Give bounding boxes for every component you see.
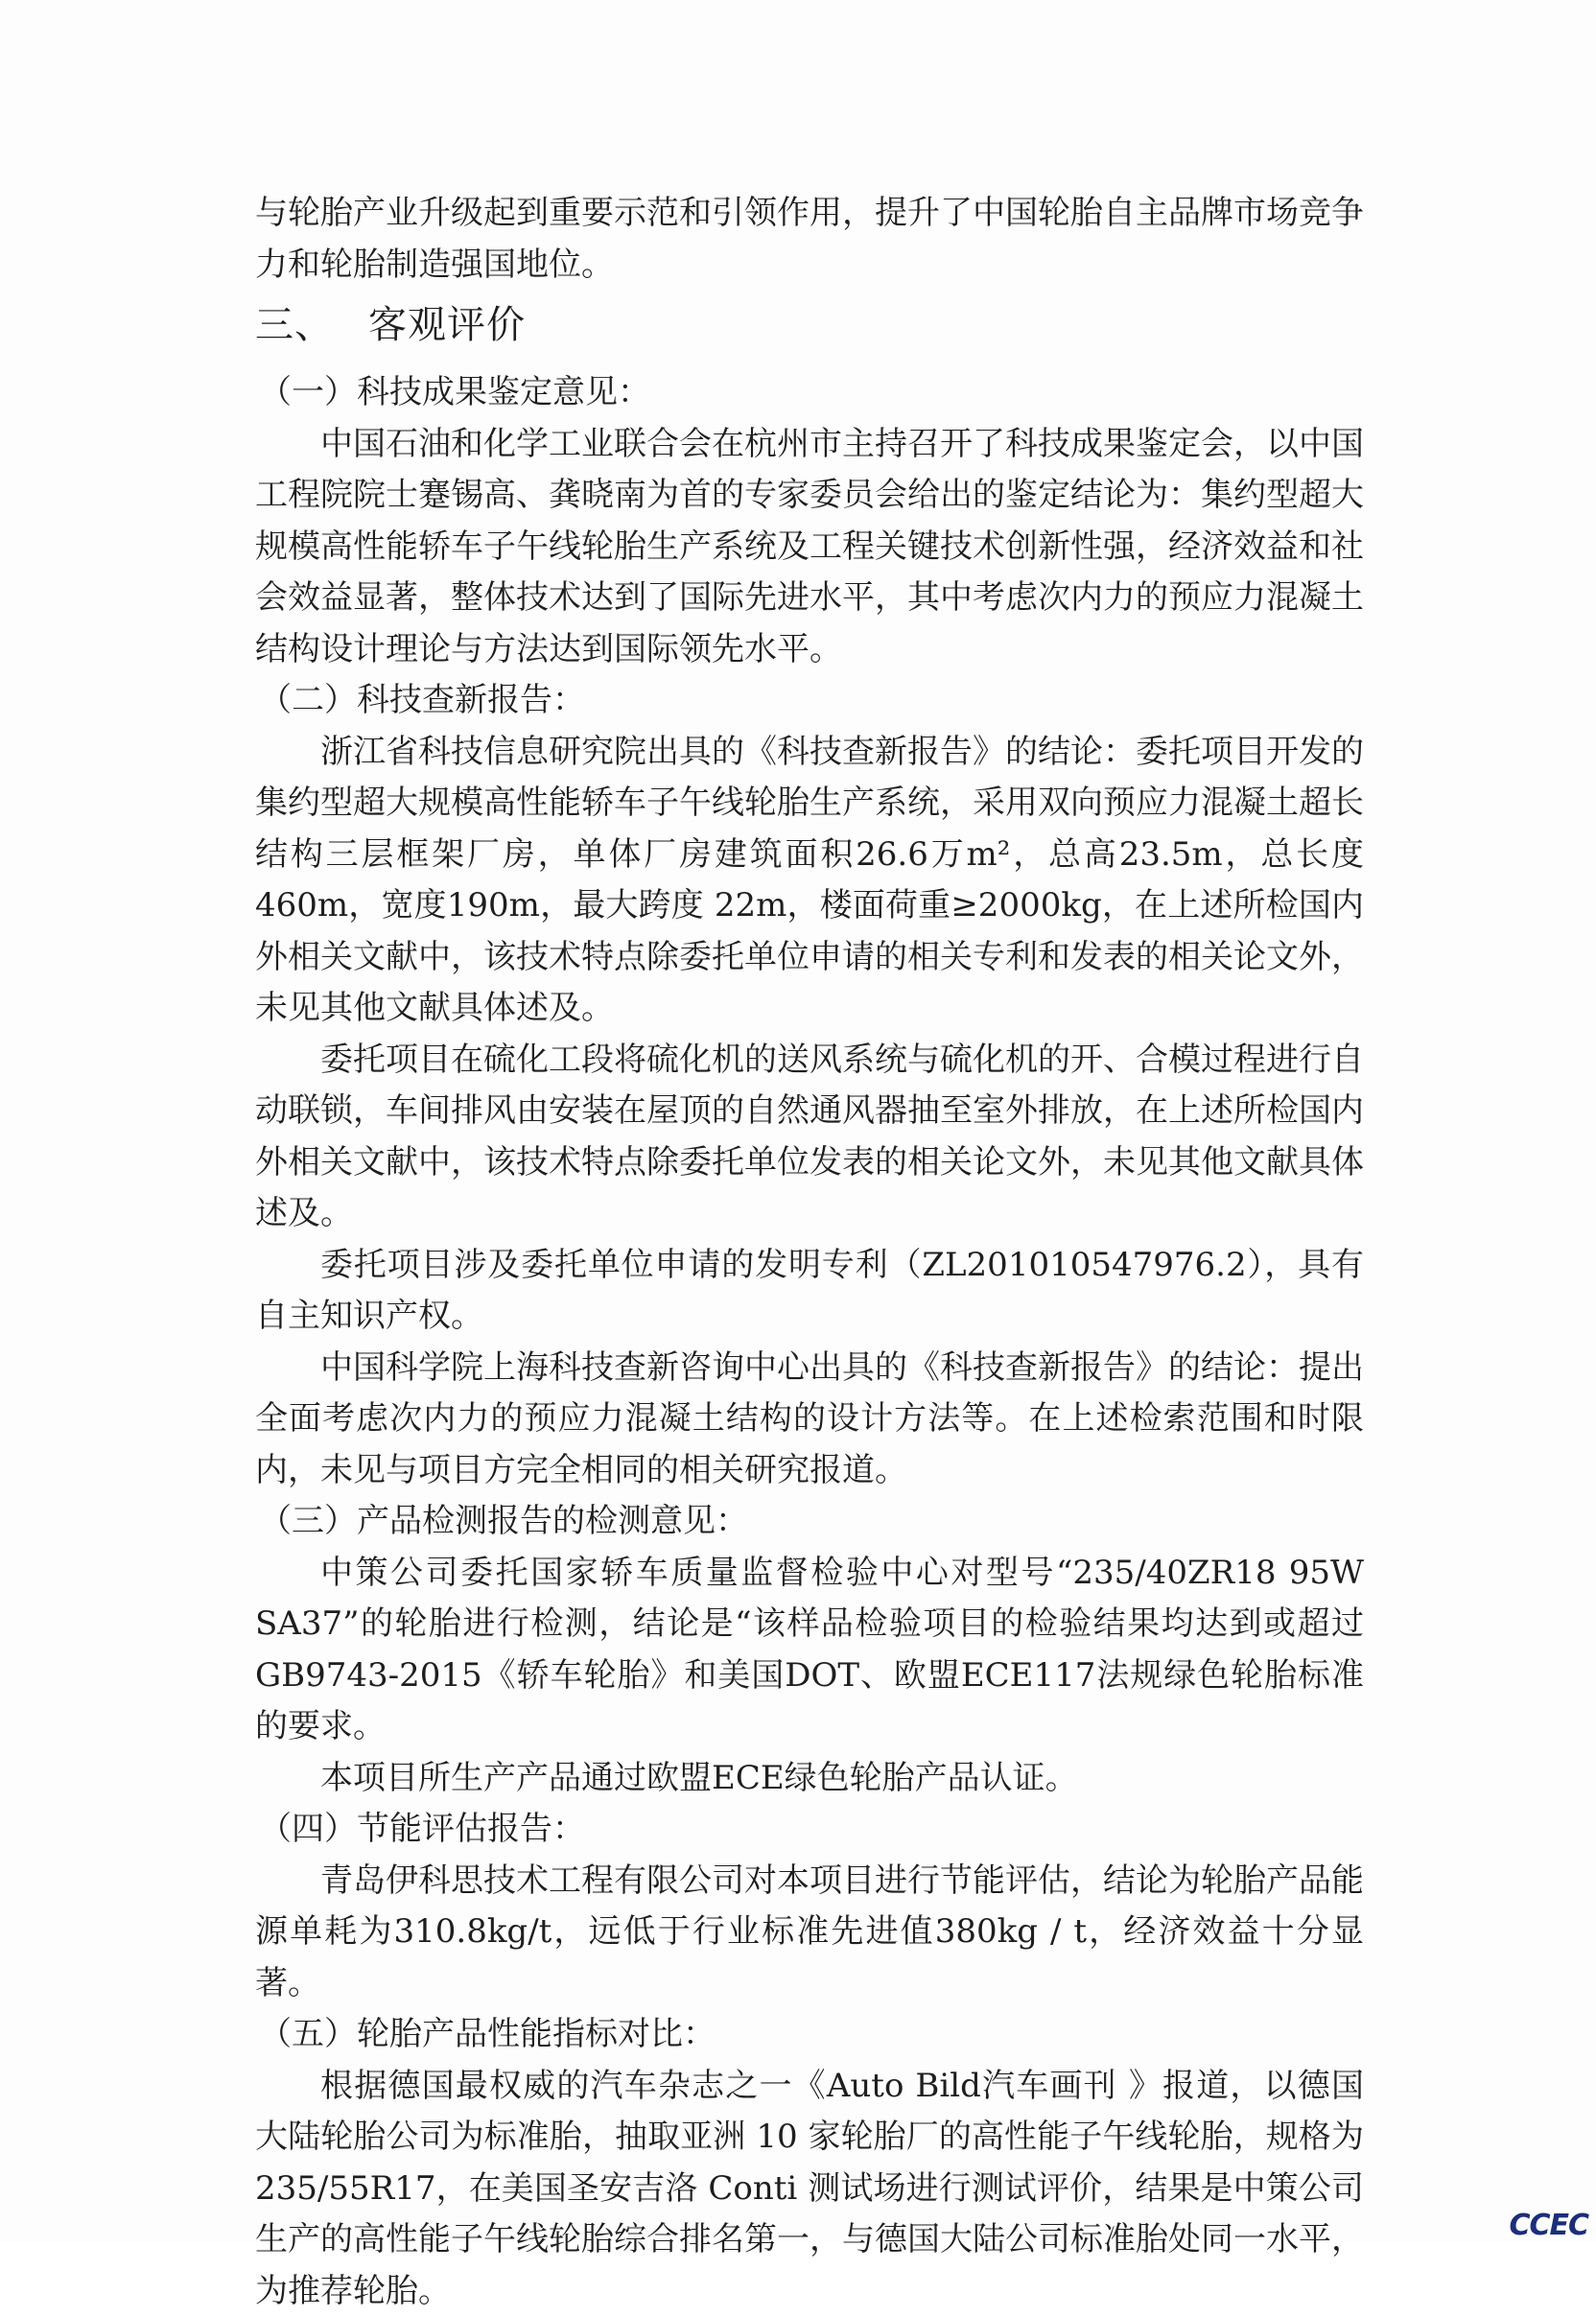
subsection-1-paragraph-1: 中国石油和化学工业联合会在杭州市主持召开了科技成果鉴定会，以中国工程院院士蹇锡高、龚晓南为首的专家委员会给出的鉴定结论为：集约型超大规模高性能轿车子午线轮胎生产系统及工程关键技术创新性强，经济效益和社会效益显著，整体技术达到了国际先进水平，其中考虑次内力的预应力混凝土结构设计理论与方法达到国际领先水平。 (255, 419, 1364, 676)
subsection-3-paragraph-2: 本项目所生产产品通过欧盟ECE绿色轮胎产品认证。 (255, 1753, 1364, 1805)
intro-paragraph: 与轮胎产业升级起到重要示范和引领作用，提升了中国轮胎自主品牌市场竞争力和轮胎制造强国地位。 (255, 188, 1364, 291)
subsection-title-4: （四）节能评估报告： (255, 1804, 1364, 1856)
subsection-2-paragraph-2: 委托项目在硫化工段将硫化机的送风系统与硫化机的开、合模过程进行自动联锁，车间排风由安装在屋顶的自然通风器抽至室外排放，在上述所检国内外相关文献中，该技术特点除委托单位发表的相关论文外，未见其他文献具体述及。 (255, 1035, 1364, 1240)
subsection-2-paragraph-3: 委托项目涉及委托单位申请的发明专利（ZL201010547976.2），具有自主知识产权。 (255, 1240, 1364, 1343)
subsection-title-5: （五）轮胎产品性能指标对比： (255, 2009, 1364, 2061)
subsection-4-paragraph-1: 青岛伊科思技术工程有限公司对本项目进行节能评估，结论为轮胎产品能源单耗为310.8kg/t，远低于行业标准先进值380kg / t，经济效益十分显著。 (255, 1856, 1364, 2010)
subsection-3-paragraph-1: 中策公司委托国家轿车质量监督检验中心对型号“235/40ZR18 95W SA37”的轮胎进行检测，结论是“该样品检验项目的检验结果均达到或超过GB9743-2015《轿车轮胎》和美国DOT、欧盟ECE117法规绿色轮胎标准的要求。 (255, 1548, 1364, 1753)
document-body (255, 188, 1364, 2317)
subsection-2-paragraph-4: 中国科学院上海科技查新咨询中心出具的《科技查新报告》的结论：提出全面考虑次内力的预应力混凝土结构的设计方法等。在上述检索范围和时限内，未见与项目方完全相同的相关研究报道。 (255, 1343, 1364, 1497)
subsection-2-paragraph-1: 浙江省科技信息研究院出具的《科技查新报告》的结论：委托项目开发的集约型超大规模高性能轿车子午线轮胎生产系统，采用双向预应力混凝土超长结构三层框架厂房，单体厂房建筑面积26.6万m²，总高23.5m，总长度460m，宽度190m，最大跨度 22m，楼面荷重≥2000kg，在上述所检国内外相关文献中，该技术特点除委托单位申请的相关专利和发表的相关论文外，未见其他文献具体述及。 (255, 727, 1364, 1035)
section-number: 三、 (255, 296, 368, 354)
subsection-5-paragraph-1: 根据德国最权威的汽车杂志之一《Auto Bild汽车画刊 》报道，以德国大陆轮胎公司为标准胎，抽取亚洲 10 家轮胎厂的高性能子午线轮胎，规格为235/55R17，在美国圣安吉洛 Conti 测试场进行测试评价，结果是中策公司生产的高性能子午线轮胎综合排名第一，与德国大陆公司标准胎处同一水平，为推荐轮胎。 (255, 2061, 1364, 2317)
subsection-title-1: （一）科技成果鉴定意见： (255, 367, 1364, 419)
section-title: 客观评价 (368, 303, 526, 347)
subsection-title-3: （三）产品检测报告的检测意见： (255, 1496, 1364, 1548)
subsection-title-2: （二）科技查新报告： (255, 675, 1364, 727)
section-heading (255, 296, 1364, 354)
watermark-logo: CCEC (1509, 2209, 1588, 2242)
